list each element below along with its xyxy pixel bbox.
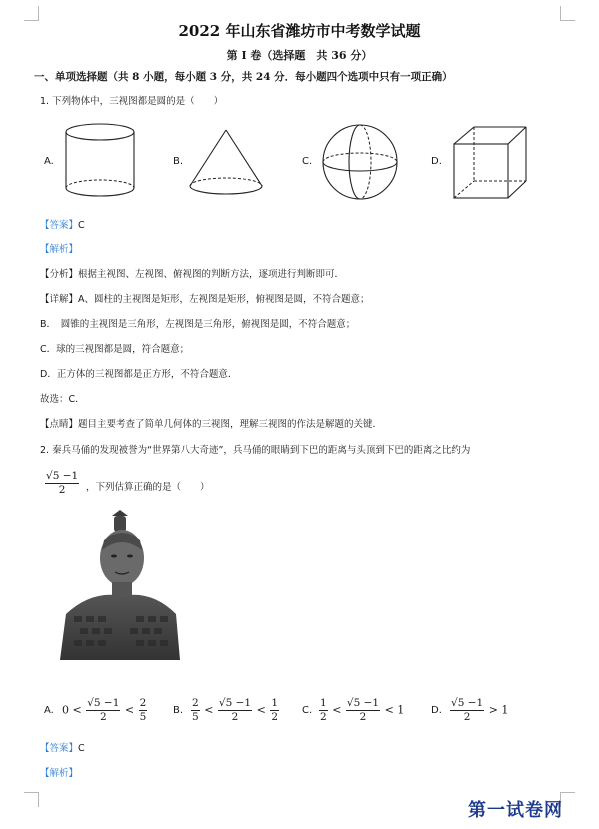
- analysis-line-text: 题目主要考查了简单几何体的三视图，理解三视图的作法是解题的关键．: [78, 419, 383, 430]
- site-watermark: 第一试卷网: [468, 800, 563, 821]
- q2-answer: [40, 742, 85, 755]
- cylinder-icon: [64, 122, 140, 202]
- q2-stem: 2. 秦兵马俑的发现被誉为“世界第八大奇迹”，兵马俑的眼睛到下巴的距离与头顶到下巴的距离之比约为: [40, 445, 471, 456]
- crop-mark-top-right: [560, 6, 575, 21]
- q1-analysis-line: B． 圆锥的主视图是三角形，左视图是三角形，俯视图是圆，不符合题意；: [40, 319, 356, 330]
- q2-option-d-label: D.: [431, 705, 442, 716]
- q2-option-a-expr: 0 < $\frac{√5 -1}{2}$ < $\frac{2}{5}$: [62, 697, 147, 723]
- q2-stem-tail: ，下列估算正确的是（ ）: [86, 482, 210, 493]
- q1-analysis-line: C．球的三视图都是圆，符合题意；: [40, 344, 190, 355]
- analysis-line-tag: 【点睛】: [40, 419, 79, 430]
- q1-analysis-tag: 【解析】: [40, 244, 79, 255]
- q1-stem: 1. 下列物体中，三视图都是圆的是（ ）: [40, 96, 224, 107]
- section-heading: 一、单项选择题（共 8 小题，每小题 3 分，共 24 分．每小题四个选项中只有一项正确）: [34, 71, 453, 83]
- q1-analysis-line: 故选：C．: [40, 394, 85, 405]
- q1-option-b-label: B.: [173, 156, 184, 167]
- q1-analysis-line: [40, 418, 382, 431]
- q1-option-c-label: C.: [302, 156, 313, 167]
- q2-option-b-expr: $\frac{2}{5}$ < $\frac{√5 -1}{2}$ < $\frac{1}{2}$: [192, 697, 278, 723]
- q2-option-c-label: C.: [302, 705, 313, 716]
- terracotta-warrior-image: [52, 510, 182, 660]
- analysis-line-tag: 【详解】: [40, 294, 79, 305]
- crop-mark-bottom-left: [24, 792, 39, 807]
- page-title: 2022 年山东省潍坊市中考数学试题: [178, 22, 421, 40]
- fraction-denominator: 2: [58, 484, 66, 496]
- q2-option-a-label: A.: [44, 705, 54, 716]
- cube-icon: [450, 124, 530, 204]
- q1-option-d-label: D.: [431, 156, 442, 167]
- answer-tag: 【答案】: [40, 743, 79, 754]
- q2-option-c-expr: $\frac{1}{2}$ < $\frac{√5 -1}{2}$ < 1: [320, 697, 405, 723]
- page-subtitle: 第 I 卷（选择题 共 36 分）: [226, 49, 373, 62]
- crop-mark-top-left: [24, 6, 39, 21]
- q1-analysis-line: D．正方体的三视图都是正方形，不符合题意．: [40, 369, 238, 380]
- fraction-numerator: √5 −1: [46, 470, 79, 482]
- q2-analysis-tag: 【解析】: [40, 768, 79, 779]
- answer-value: C: [78, 220, 85, 231]
- cone-icon: [186, 128, 268, 198]
- q2-ratio-fraction: [44, 470, 80, 497]
- analysis-line-text: 根据主视图、左视图、俯视图的判断方法，逐项进行判断即可．: [78, 269, 345, 280]
- analysis-line-text: A、圆柱的主视图是矩形，左视图是矩形，俯视图是圆，不符合题意；: [78, 294, 370, 305]
- q2-option-b-label: B.: [173, 705, 184, 716]
- analysis-line-tag: 【分析】: [40, 269, 79, 280]
- q1-analysis-line: [40, 293, 370, 306]
- answer-tag: 【答案】: [40, 220, 79, 231]
- q1-answer: [40, 219, 85, 232]
- answer-value: C: [78, 743, 85, 754]
- q1-analysis-line: [40, 268, 344, 281]
- q2-option-d-expr: $\frac{√5 -1}{2}$ > 1: [451, 697, 509, 723]
- q1-option-a-label: A.: [44, 156, 54, 167]
- sphere-icon: [320, 122, 402, 202]
